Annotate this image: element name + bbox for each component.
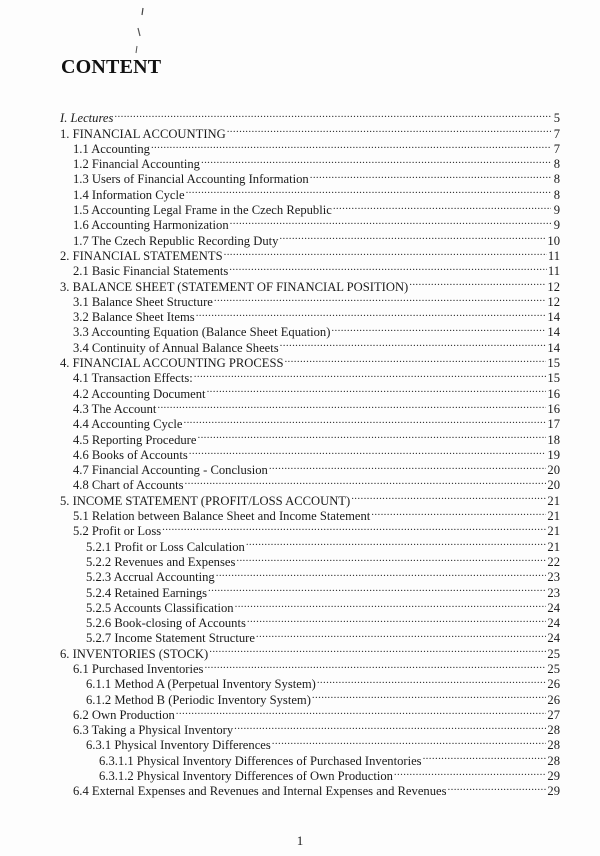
dot-leader	[227, 122, 551, 137]
scan-artifact-marks	[128, 6, 148, 56]
toc-entry-page-number: 9	[553, 203, 560, 218]
toc-entry-page-number: 14	[547, 340, 560, 355]
dot-leader	[189, 444, 547, 459]
toc-entry-label: 5.2.6 Book-closing of Accounts	[86, 616, 246, 631]
toc-entry-page-number: 11	[547, 264, 560, 279]
dot-leader	[183, 413, 546, 428]
toc-entry-page-number: 16	[547, 401, 560, 416]
toc-entry-page-number: 18	[547, 432, 560, 447]
toc-entry-label: I. Lectures	[60, 111, 114, 126]
dot-leader	[230, 214, 551, 229]
toc-entry-label: 1.7 The Czech Republic Recording Duty	[73, 233, 279, 248]
toc-entry-label: 4.3 The Account	[73, 401, 157, 416]
toc-entry-page-number: 14	[547, 310, 560, 325]
dot-leader	[423, 749, 547, 764]
toc-entry-label: 3.2 Balance Sheet Items	[73, 310, 195, 325]
toc-entry-label: 3.4 Continuity of Annual Balance Sheets	[73, 340, 279, 355]
toc-entry[interactable]	[60, 107, 560, 126]
dot-leader	[157, 398, 546, 413]
toc-entry-page-number: 15	[547, 371, 560, 386]
dot-leader	[216, 566, 547, 581]
dot-leader	[394, 765, 546, 780]
toc-entry-page-number: 7	[553, 141, 560, 156]
toc-entry-page-number: 23	[547, 585, 560, 600]
dot-leader	[317, 673, 547, 688]
toc-entry-page-number: 14	[547, 325, 560, 340]
toc-entry-label: 4.6 Books of Accounts	[73, 447, 188, 462]
page-number: 1	[296, 833, 304, 848]
toc-entry-page-number: 27	[547, 707, 560, 722]
toc-entry-page-number: 12	[547, 279, 560, 294]
toc-entry-page-number: 7	[553, 126, 560, 141]
dot-leader	[448, 780, 547, 795]
toc-entry-page-number: 26	[547, 677, 560, 692]
toc-entry-label: 6.3.1.1 Physical Inventory Differences of Purchased Inventories	[99, 753, 422, 768]
toc-entry-label: 6.1 Purchased Inventories	[73, 661, 204, 676]
toc-entry[interactable]	[60, 122, 560, 141]
toc-entry-page-number: 26	[547, 692, 560, 707]
dot-leader	[229, 260, 547, 275]
toc-entry-label: 1.1 Accounting	[73, 141, 150, 156]
dot-leader	[204, 658, 546, 673]
toc-entry-label: 4.1 Transaction Effects:	[73, 371, 193, 386]
dot-leader	[176, 704, 547, 719]
dot-leader	[272, 734, 547, 749]
dot-leader	[246, 535, 547, 550]
toc-entry-label: 5.1 Relation between Balance Sheet and Income Statement	[73, 509, 371, 524]
toc-entry-label: 4.8 Chart of Accounts	[73, 478, 184, 493]
dot-leader	[114, 107, 551, 122]
toc-entry-page-number: 24	[547, 616, 560, 631]
toc-entry-page-number: 25	[547, 661, 560, 676]
toc-entry-page-number: 17	[547, 417, 560, 432]
dot-leader	[235, 597, 547, 612]
dot-leader	[207, 382, 547, 397]
toc-entry-page-number: 21	[547, 524, 560, 539]
dot-leader	[196, 306, 547, 321]
toc-entry-label: 1.2 Financial Accounting	[73, 157, 200, 172]
toc-entry-page-number: 28	[547, 753, 560, 768]
dot-leader	[247, 612, 547, 627]
toc-entry-label: 4.2 Accounting Document	[73, 386, 206, 401]
toc-entry-label: 6.3.1.2 Physical Inventory Differences of Own Production	[99, 769, 393, 784]
table-of-contents	[60, 107, 560, 799]
toc-entry-label: 6.1.2 Method B (Periodic Inventory System)	[86, 692, 311, 707]
toc-entry-label: 5.2.2 Revenues and Expenses	[86, 554, 236, 569]
toc-entry-page-number: 28	[547, 738, 560, 753]
toc-entry-page-number: 20	[547, 463, 560, 478]
dot-leader	[186, 183, 551, 198]
toc-entry-page-number: 21	[547, 493, 560, 508]
toc-entry-page-number: 29	[547, 784, 560, 799]
dot-leader	[214, 291, 547, 306]
toc-entry-page-number: 16	[547, 386, 560, 401]
toc-entry-page-number: 10	[547, 233, 560, 248]
toc-entry-page-number: 11	[547, 248, 560, 263]
toc-entry-label: 3.3 Accounting Equation (Balance Sheet Equation)	[73, 325, 331, 340]
toc-entry-label: 3.1 Balance Sheet Structure	[73, 294, 213, 309]
toc-entry-label: 1.6 Accounting Harmonization	[73, 218, 229, 233]
dot-leader	[312, 688, 546, 703]
toc-entry-label: 5. INCOME STATEMENT (PROFIT/LOSS ACCOUNT)	[60, 493, 351, 508]
toc-entry-label: 5.2.1 Profit or Loss Calculation	[86, 539, 245, 554]
dot-leader	[201, 153, 551, 168]
toc-entry-label: 5.2.3 Accrual Accounting	[86, 570, 215, 585]
dot-leader	[333, 199, 551, 214]
dot-leader	[310, 168, 551, 183]
toc-entry-label: 1.4 Information Cycle	[73, 187, 185, 202]
toc-entry-label: 2.1 Basic Financial Statements	[73, 264, 229, 279]
toc-entry-label: 5.2.7 Income Statement Structure	[86, 631, 255, 646]
toc-entry-page-number: 21	[547, 509, 560, 524]
toc-entry-label: 4. FINANCIAL ACCOUNTING PROCESS	[60, 356, 284, 371]
toc-entry-page-number: 8	[553, 157, 560, 172]
toc-entry-label: 6.4 External Expenses and Revenues and Internal Expenses and Revenues	[73, 784, 447, 799]
dot-leader	[151, 138, 551, 153]
toc-entry-label: 1. FINANCIAL ACCOUNTING	[60, 126, 226, 141]
dot-leader	[209, 642, 546, 657]
toc-entry-label: 6.2 Own Production	[73, 707, 175, 722]
dot-leader	[162, 520, 546, 535]
toc-entry-label: 5.2.4 Retained Earnings	[86, 585, 208, 600]
toc-entry-label: 4.5 Reporting Procedure	[73, 432, 197, 447]
toc-entry-page-number: 21	[547, 539, 560, 554]
dot-leader	[280, 336, 547, 351]
dot-leader	[331, 321, 546, 336]
toc-entry-page-number: 8	[553, 172, 560, 187]
toc-entry-label: 2. FINANCIAL STATEMENTS	[60, 248, 223, 263]
toc-entry-page-number: 15	[547, 356, 560, 371]
page-title: CONTENT	[61, 56, 162, 78]
dot-leader	[371, 505, 546, 520]
dot-leader	[194, 367, 547, 382]
toc-entry-label: 6. INVENTORIES (STOCK)	[60, 646, 209, 661]
dot-leader	[269, 459, 547, 474]
dot-leader	[279, 229, 546, 244]
toc-entry-label: 3. BALANCE SHEET (STATEMENT OF FINANCIAL POSITION)	[60, 279, 409, 294]
dot-leader	[208, 581, 546, 596]
toc-entry-page-number: 9	[553, 218, 560, 233]
dot-leader	[185, 474, 547, 489]
toc-entry-page-number: 28	[547, 723, 560, 738]
toc-entry-label: 5.2.5 Accounts Classification	[86, 600, 234, 615]
toc-entry-label: 1.3 Users of Financial Accounting Information	[73, 172, 309, 187]
toc-entry-page-number: 24	[547, 631, 560, 646]
toc-entry-page-number: 19	[547, 447, 560, 462]
dot-leader	[409, 275, 546, 290]
toc-entry-label: 4.7 Financial Accounting - Conclusion	[73, 463, 268, 478]
toc-entry-label: 6.3 Taking a Physical Inventory	[73, 723, 234, 738]
toc-entry-label: 6.1.1 Method A (Perpetual Inventory System)	[86, 677, 316, 692]
toc-entry-page-number: 24	[547, 600, 560, 615]
toc-entry-page-number: 8	[553, 187, 560, 202]
dot-leader	[197, 428, 546, 443]
toc-entry-label: 4.4 Accounting Cycle	[73, 417, 183, 432]
dot-leader	[224, 245, 547, 260]
dot-leader	[284, 352, 546, 367]
toc-entry-page-number: 25	[547, 646, 560, 661]
toc-entry-page-number: 5	[553, 111, 560, 126]
dot-leader	[236, 551, 546, 566]
dot-leader	[351, 489, 546, 504]
dot-leader	[256, 627, 546, 642]
toc-entry-page-number: 23	[547, 570, 560, 585]
toc-entry-page-number: 12	[547, 294, 560, 309]
toc-entry-label: 5.2 Profit or Loss	[73, 524, 162, 539]
toc-entry-page-number: 20	[547, 478, 560, 493]
toc-entry-label: 6.3.1 Physical Inventory Differences	[86, 738, 271, 753]
toc-entry-page-number: 29	[547, 769, 560, 784]
dot-leader	[234, 719, 546, 734]
toc-entry-label: 1.5 Accounting Legal Frame in the Czech Republic	[73, 203, 332, 218]
toc-entry-page-number: 22	[547, 554, 560, 569]
